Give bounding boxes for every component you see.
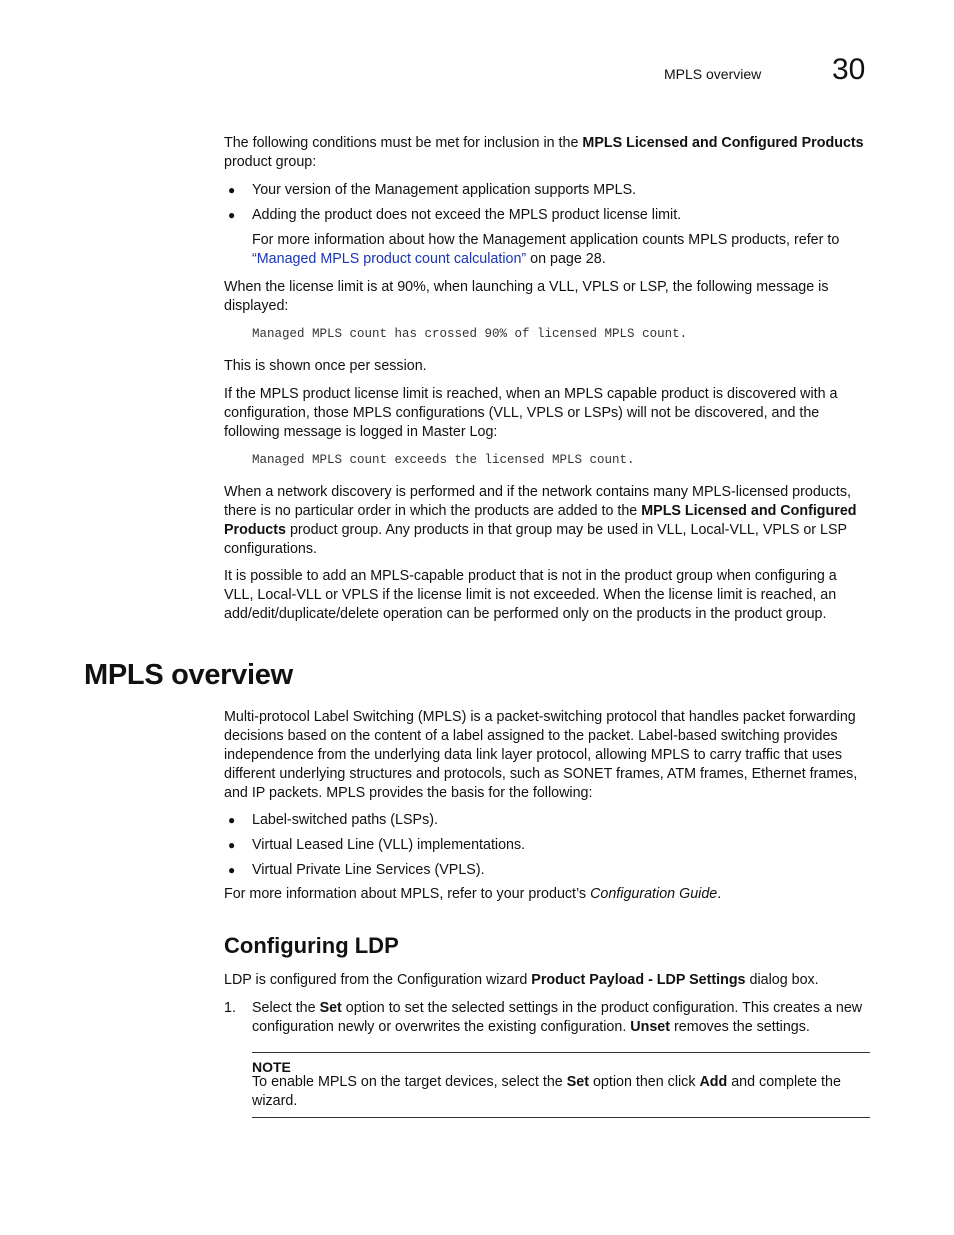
more-info-paragraph bbox=[252, 231, 870, 269]
list-item-text: Your version of the Management application supports MPLS. bbox=[252, 182, 637, 198]
intro-paragraph-conditions bbox=[224, 134, 870, 172]
text-run: product group. Any products in that group may be used in VLL, Local-VLL, VPLS or LSP configurations. bbox=[224, 522, 847, 557]
option-name: Set bbox=[319, 1000, 342, 1016]
cross-reference-link[interactable]: “Managed MPLS product count calculation” bbox=[252, 251, 527, 267]
configuration-guide-paragraph bbox=[224, 885, 870, 904]
list-item-text: Virtual Private Line Services (VPLS). bbox=[252, 862, 485, 878]
text-run: option to set the selected settings in the product configuration. This creates a new configuration newly or overwrites the existing configuration. bbox=[252, 1000, 863, 1035]
text-run: product group: bbox=[224, 154, 317, 170]
option-name: Set bbox=[566, 1074, 589, 1090]
list-item-text: Virtual Leased Line (VLL) implementations. bbox=[252, 837, 526, 853]
ldp-paragraph bbox=[224, 971, 870, 990]
step-number: 1. bbox=[224, 1000, 236, 1016]
text-run: . bbox=[717, 886, 722, 902]
text-run: LDP is configured from the Configuration wizard bbox=[224, 972, 532, 988]
license-limit-paragraph: When the license limit is at 90%, when launching a VLL, VPLS or LSP, the following message is displayed: bbox=[224, 279, 829, 314]
text-run: Select the bbox=[252, 1000, 320, 1016]
text-run: option then click bbox=[588, 1074, 700, 1090]
note-box bbox=[252, 1052, 870, 1118]
text-run: When a network discovery is performed and if the network contains many MPLS-licensed products, there is no particular order in which the products are added to the bbox=[224, 484, 851, 519]
option-name: Unset bbox=[630, 1019, 671, 1035]
network-discovery-paragraph bbox=[224, 483, 870, 559]
limit-reached-paragraph: If the MPLS product license limit is reached, when an MPLS capable product is discovered with a configuration, those MPLS configurations (VLL, VPLS or LSPs) will not be discovered, and the following message is logged in Master Log: bbox=[224, 386, 838, 440]
note-body bbox=[252, 1073, 864, 1111]
header-section-title: MPLS overview bbox=[664, 66, 762, 82]
list-item-text: Label-switched paths (LSPs). bbox=[252, 812, 438, 828]
subsection-heading-configuring-ldp: Configuring LDP bbox=[224, 933, 399, 958]
mpls-description-paragraph: Multi-protocol Label Switching (MPLS) is a packet-switching protocol that handles packet forwarding decisions based on the content of a label assigned to the packet. Label-based switching provides independence from the underlying data link layer protocol, allowing MPLS to carry traffic that uses different underlying structures and protocols, such as SONET frames, ATM frames, Ethernet frames, and IP packets. MPLS provides the basis for the following: bbox=[224, 709, 858, 801]
bullet-icon: ● bbox=[228, 838, 236, 852]
add-product-paragraph: It is possible to add an MPLS-capable product that is not in the product group when configuring a VLL, Local-VLL or VPLS if the license limit is not exceeded. When the license limit is reached, an add/edit/duplicate/delete operation can be performed only on the products in the product group. bbox=[224, 568, 837, 622]
text-run: The following conditions must be met for inclusion in the bbox=[224, 135, 583, 151]
text-run: For more information about how the Management application counts MPLS products, refer to bbox=[252, 232, 840, 248]
text-run: For more information about MPLS, refer to your product’s bbox=[224, 886, 591, 902]
section-heading-mpls-overview: MPLS overview bbox=[84, 659, 293, 691]
text-run: dialog box. bbox=[745, 972, 819, 988]
text-run: To enable MPLS on the target devices, select the bbox=[252, 1074, 567, 1090]
step-text bbox=[252, 999, 870, 1037]
product-group-name: MPLS Licensed and Configured Products bbox=[224, 503, 857, 538]
bullet-icon: ● bbox=[228, 813, 236, 827]
text-run: on page 28. bbox=[526, 251, 606, 267]
code-message-90-percent: Managed MPLS count has crossed 90% of licensed MPLS count. bbox=[252, 327, 688, 341]
code-message-exceeds: Managed MPLS count exceeds the licensed MPLS count. bbox=[252, 453, 635, 467]
bullet-icon: ● bbox=[228, 863, 236, 877]
once-per-session-paragraph: This is shown once per session. bbox=[224, 358, 427, 374]
bullet-icon: ● bbox=[228, 183, 236, 197]
header-chapter-number: 30 bbox=[832, 53, 866, 86]
dialog-name: Product Payload - LDP Settings bbox=[531, 972, 746, 988]
list-item-text: Adding the product does not exceed the MPLS product license limit. bbox=[252, 207, 682, 223]
guide-title: Configuration Guide bbox=[590, 886, 718, 902]
bullet-icon: ● bbox=[228, 208, 236, 222]
note-title: NOTE bbox=[252, 1059, 291, 1075]
text-run: and complete the wizard. bbox=[252, 1074, 841, 1109]
text-run: removes the settings. bbox=[670, 1019, 810, 1035]
button-name: Add bbox=[699, 1074, 728, 1090]
product-group-name: MPLS Licensed and Configured Products bbox=[582, 135, 864, 151]
